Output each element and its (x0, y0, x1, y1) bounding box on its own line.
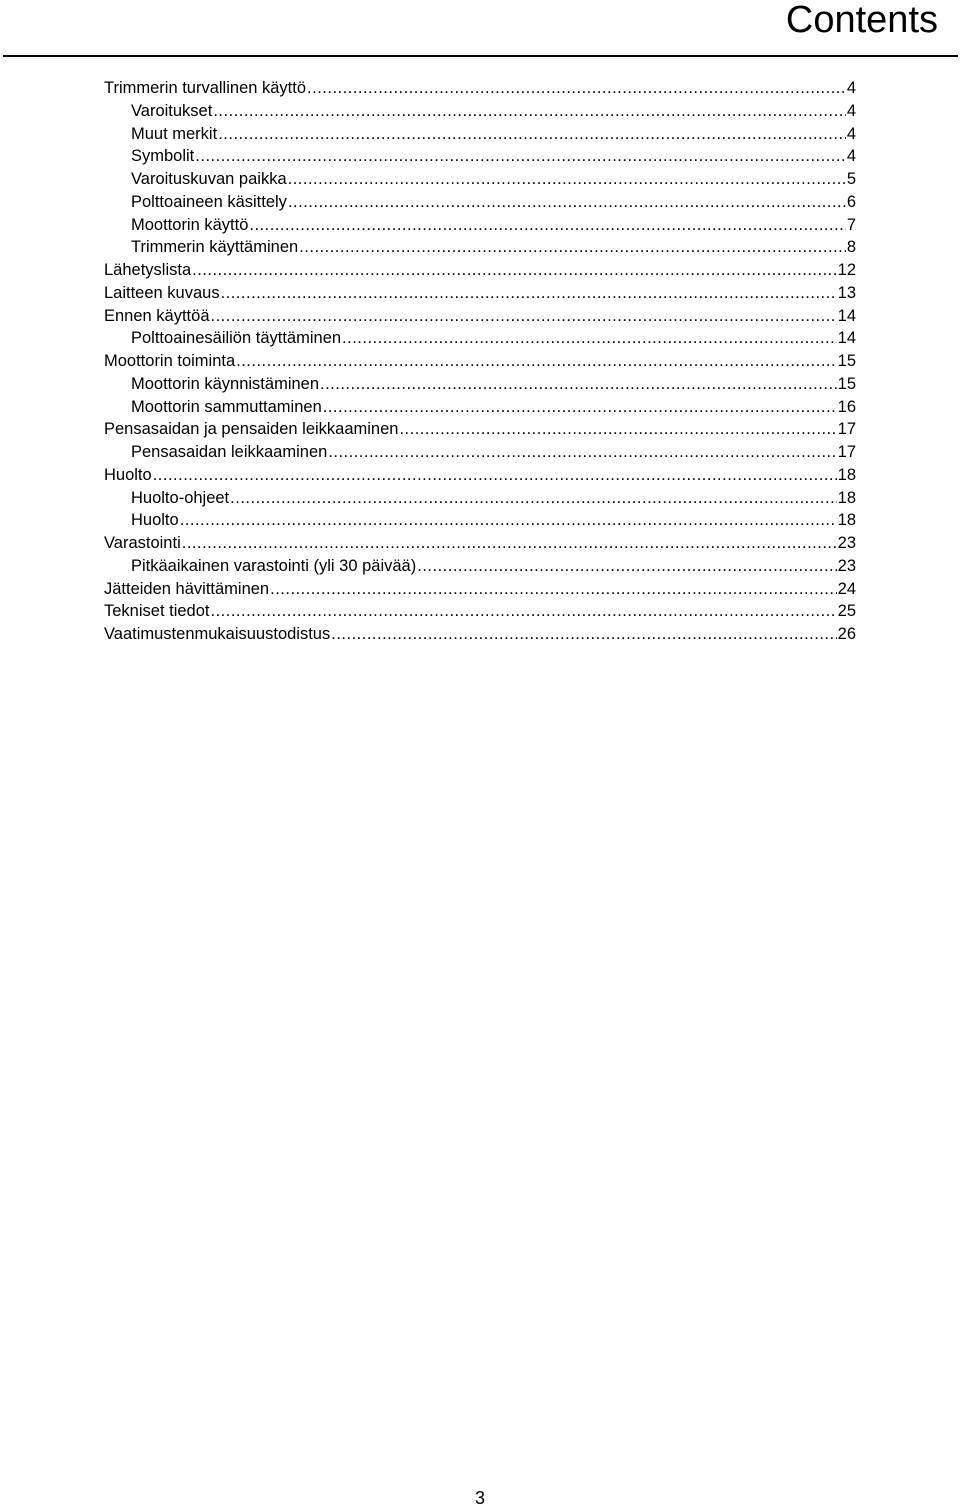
toc-entry[interactable] (104, 191, 856, 214)
toc-entry-title: Polttoainesäiliön täyttäminen (131, 329, 342, 348)
toc-entry-title: Symbolit (131, 147, 195, 166)
toc-dot-leader (182, 532, 837, 555)
toc-dot-leader (218, 123, 846, 146)
toc-entry[interactable] (104, 396, 856, 419)
toc-entry-page: 17 (837, 420, 856, 439)
toc-entry-page: 14 (837, 306, 856, 325)
toc-dot-leader (153, 464, 837, 487)
toc-dot-leader (299, 236, 846, 259)
toc-entry-title: Moottorin toiminta (104, 352, 236, 370)
toc-entry-title: Huolto-ohjeet (131, 488, 230, 507)
toc-entry[interactable] (104, 236, 856, 259)
toc-dot-leader (236, 350, 837, 373)
toc-entry-page: 4 (846, 79, 856, 97)
toc-entry-title: Trimmerin käyttäminen (131, 238, 299, 257)
toc-entry-title: Pensasaidan ja pensaiden leikkaaminen (104, 420, 399, 439)
toc-dot-leader (328, 441, 836, 464)
toc-dot-leader (320, 373, 837, 396)
toc-entry-title: Moottorin käynnistäminen (131, 374, 320, 393)
toc-dot-leader (180, 509, 837, 532)
toc-entry-page: 4 (846, 124, 856, 143)
toc-entry-page: 4 (846, 101, 856, 120)
toc-entry-page: 4 (846, 147, 856, 166)
toc-entry-page: 24 (837, 579, 856, 598)
toc-entry-page: 23 (837, 556, 856, 575)
toc-entry[interactable] (104, 305, 856, 328)
toc-dot-leader (399, 418, 836, 441)
toc-entry-title: Pitkäaikainen varastointi (yli 30 päivää) (131, 556, 417, 575)
toc-dot-leader (331, 623, 836, 646)
toc-entry-page: 14 (837, 329, 856, 348)
toc-dot-leader (221, 282, 837, 305)
toc-entry[interactable] (104, 555, 856, 578)
toc-dot-leader (288, 168, 846, 191)
toc-entry-page: 25 (837, 602, 856, 621)
toc-entry-page: 17 (837, 443, 856, 461)
toc-entry-page: 5 (846, 170, 856, 188)
page-number: 3 (474, 1488, 485, 1508)
toc-entry-title: Tekniset tiedot (104, 602, 210, 621)
toc-entry-title: Polttoaineen käsittely (131, 192, 287, 211)
toc-entry-page: 7 (846, 215, 856, 234)
toc-entry-title: Jätteiden hävittäminen (104, 579, 270, 598)
toc-entry-title: Varastointi (104, 534, 181, 552)
toc-entry[interactable] (104, 418, 856, 441)
toc-dot-leader (307, 77, 846, 100)
toc-entry-page: 12 (837, 261, 856, 279)
toc-entry[interactable] (104, 168, 856, 191)
toc-dot-leader (230, 487, 836, 510)
toc-entry-page: 15 (837, 374, 856, 393)
toc-dot-leader (210, 600, 836, 623)
toc-entry-page: 6 (846, 192, 856, 211)
toc-entry[interactable] (104, 350, 856, 373)
toc-dot-leader (270, 578, 837, 601)
toc-entry-title: Pensasaidan leikkaaminen (131, 443, 328, 461)
toc-entry[interactable] (104, 77, 856, 100)
toc-entry[interactable] (104, 441, 856, 464)
toc-entry[interactable] (104, 123, 856, 146)
toc-entry[interactable] (104, 509, 856, 532)
toc-entry[interactable] (104, 464, 856, 487)
header-divider (3, 55, 958, 57)
toc-entry[interactable] (104, 327, 856, 350)
toc-entry-page: 26 (837, 625, 856, 643)
toc-entry-title: Ennen käyttöä (104, 306, 210, 325)
toc-entry-title: Vaatimustenmukaisuustodistus (104, 625, 331, 643)
toc-entry[interactable] (104, 578, 856, 601)
toc-entry-title: Lähetyslista (104, 261, 192, 279)
toc-dot-leader (417, 555, 836, 578)
toc-entry-page: 18 (837, 511, 856, 530)
page-title: Contents (785, 0, 938, 41)
toc-dot-leader (211, 305, 837, 328)
toc-entry-page: 13 (837, 283, 856, 302)
toc-entry[interactable] (104, 259, 856, 282)
toc-entry[interactable] (104, 623, 856, 646)
toc-entry[interactable] (104, 487, 856, 510)
table-of-contents (104, 77, 856, 646)
toc-entry-page: 15 (837, 352, 856, 370)
toc-entry-title: Huolto (104, 465, 152, 484)
toc-entry[interactable] (104, 145, 856, 168)
toc-dot-leader (288, 191, 846, 214)
toc-entry-title: Varoitukset (131, 101, 213, 120)
toc-entry[interactable] (104, 373, 856, 396)
toc-entry[interactable] (104, 100, 856, 123)
toc-entry-title: Laitteen kuvaus (104, 283, 220, 302)
toc-entry-page: 18 (837, 488, 856, 507)
toc-dot-leader (249, 214, 845, 237)
toc-entry-title: Muut merkit (131, 124, 218, 143)
toc-entry-page: 16 (837, 397, 856, 416)
toc-entry-title: Moottorin käyttö (131, 215, 249, 234)
toc-entry-page: 8 (846, 238, 856, 257)
toc-entry-title: Varoituskuvan paikka (131, 170, 287, 188)
toc-dot-leader (195, 145, 846, 168)
toc-entry[interactable] (104, 532, 856, 555)
toc-entry-title: Moottorin sammuttaminen (131, 397, 322, 416)
toc-entry-title: Trimmerin turvallinen käyttö (104, 79, 307, 97)
toc-dot-leader (323, 396, 837, 419)
toc-entry-title: Huolto (131, 511, 179, 530)
toc-entry-page: 23 (837, 534, 856, 552)
toc-entry[interactable] (104, 282, 856, 305)
toc-entry[interactable] (104, 600, 856, 623)
toc-dot-leader (192, 259, 837, 282)
toc-dot-leader (213, 100, 845, 123)
toc-entry-page: 18 (837, 465, 856, 484)
toc-dot-leader (342, 327, 837, 350)
toc-entry[interactable] (104, 214, 856, 237)
